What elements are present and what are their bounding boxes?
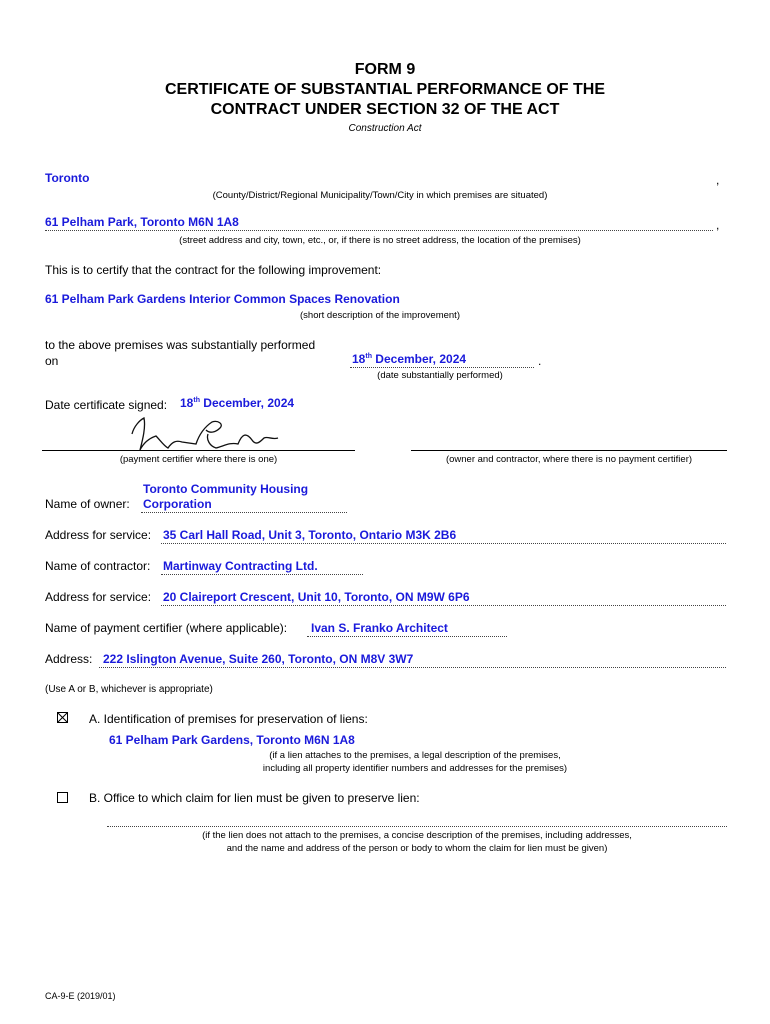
contractor-label: Name of contractor: bbox=[45, 559, 151, 573]
owner-signature-line bbox=[411, 450, 727, 451]
certifier-underline bbox=[307, 636, 507, 637]
check-x-icon bbox=[58, 713, 67, 722]
certifier-signature bbox=[120, 412, 290, 454]
performed-text-line1: to the above premises was substantially performed bbox=[45, 338, 316, 352]
owner-name-line1[interactable]: Toronto Community Housing bbox=[143, 482, 309, 496]
performed-period: . bbox=[538, 354, 542, 368]
address-caption: (street address and city, town, etc., or, if there is no street address, the location of the premises) bbox=[179, 235, 581, 246]
use-note: (Use A or B, whichever is appropriate) bbox=[45, 684, 213, 695]
address-field[interactable]: 61 Pelham Park, Toronto M6N 1A8 bbox=[45, 215, 239, 229]
municipality-field[interactable]: Toronto bbox=[45, 171, 90, 185]
certifier-address-underline bbox=[99, 667, 726, 668]
certifier-signature-line bbox=[42, 450, 355, 451]
certify-text: This is to certify that the contract for the following improvement: bbox=[45, 263, 382, 277]
certifier-address-label: Address: bbox=[45, 652, 93, 666]
option-b-label: B. Office to which claim for lien must be given to preserve lien: bbox=[89, 791, 420, 805]
owner-service-label: Address for service: bbox=[45, 528, 152, 542]
signed-label: Date certificate signed: bbox=[45, 398, 168, 412]
contractor-service-field[interactable]: 20 Claireport Crescent, Unit 10, Toronto, ON M9W 6P6 bbox=[163, 590, 470, 604]
performed-date-field[interactable]: 18th December, 2024 bbox=[352, 352, 467, 366]
option-b-underline[interactable] bbox=[107, 826, 727, 827]
option-b-caption-line2: and the name and address of the person or body to whom the claim for lien must be given) bbox=[226, 843, 608, 854]
certifier-signature-caption: (payment certifier where there is one) bbox=[119, 454, 278, 465]
option-a-label: A. Identification of premises for preservation of liens: bbox=[89, 712, 368, 726]
owner-service-field[interactable]: 35 Carl Hall Road, Unit 3, Toronto, Ontario M3K 2B6 bbox=[163, 528, 457, 542]
address-comma: , bbox=[716, 218, 720, 232]
improvement-caption: (short description of the improvement) bbox=[300, 310, 460, 321]
owner-signature-caption: (owner and contractor, where there is no payment certifier) bbox=[445, 454, 693, 465]
form-title-line1: CERTIFICATE OF SUBSTANTIAL PERFORMANCE OF THE bbox=[165, 81, 605, 98]
performed-caption: (date substantially performed) bbox=[377, 370, 503, 381]
act-name: Construction Act bbox=[348, 123, 422, 134]
contractor-service-label: Address for service: bbox=[45, 590, 152, 604]
option-a-caption-line1: (if a lien attaches to the premises, a legal description of the premises, bbox=[269, 750, 561, 761]
owner-label: Name of owner: bbox=[45, 497, 130, 511]
option-a-caption-line2: including all property identifier numbers and addresses for the premises) bbox=[262, 763, 568, 774]
improvement-field[interactable]: 61 Pelham Park Gardens Interior Common Spaces Renovation bbox=[45, 292, 400, 306]
address-underline bbox=[45, 230, 713, 231]
contractor-field[interactable]: Martinway Contracting Ltd. bbox=[163, 559, 318, 573]
certifier-address-field[interactable]: 222 Islington Avenue, Suite 260, Toronto, ON M8V 3W7 bbox=[103, 652, 414, 666]
performed-underline bbox=[350, 367, 534, 368]
owner-name-line2[interactable]: Corporation bbox=[143, 497, 212, 511]
performed-text-line2: on bbox=[45, 354, 59, 368]
option-b-checkbox[interactable] bbox=[57, 792, 68, 803]
municipality-comma: , bbox=[716, 173, 720, 187]
form-title-line2: CONTRACT UNDER SECTION 32 OF THE ACT bbox=[210, 101, 560, 118]
option-b-caption-line1: (if the lien does not attach to the premises, a concise description of the premises, including addresses, bbox=[202, 830, 632, 841]
form-number: FORM 9 bbox=[354, 61, 416, 78]
option-a-checkbox[interactable] bbox=[57, 712, 68, 723]
contractor-service-underline bbox=[161, 605, 726, 606]
form-code: CA-9-E (2019/01) bbox=[45, 991, 116, 1001]
certifier-label: Name of payment certifier (where applicable): bbox=[45, 621, 288, 635]
municipality-caption: (County/District/Regional Municipality/Town/City in which premises are situated) bbox=[45, 189, 715, 201]
signed-date-field[interactable]: 18th December, 2024 bbox=[180, 396, 295, 410]
owner-service-underline bbox=[161, 543, 726, 544]
contractor-underline bbox=[161, 574, 363, 575]
owner-underline bbox=[141, 512, 347, 513]
certifier-field[interactable]: Ivan S. Franko Architect bbox=[311, 621, 448, 635]
option-a-field[interactable]: 61 Pelham Park Gardens, Toronto M6N 1A8 bbox=[109, 733, 355, 747]
